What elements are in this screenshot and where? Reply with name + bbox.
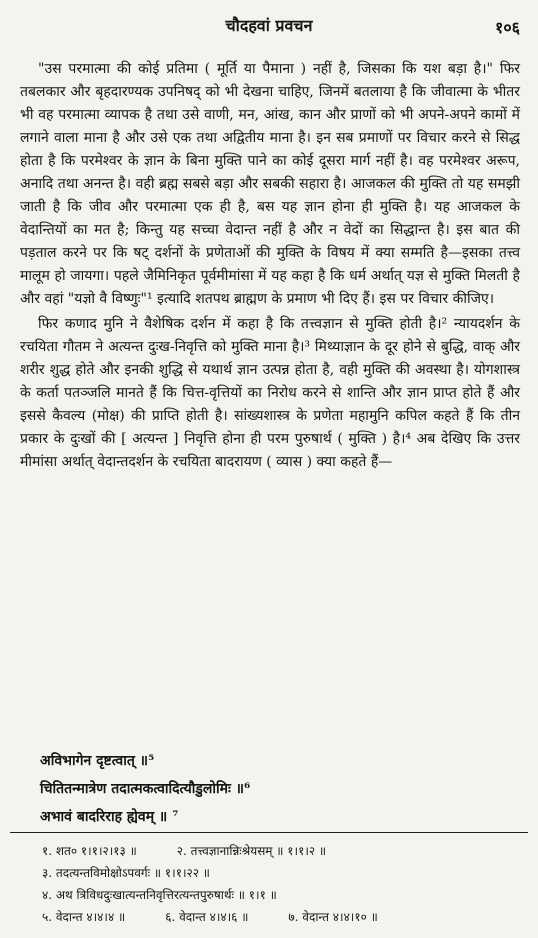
- footnote-7: ७. वेदान्त ४।४।१० ॥: [288, 910, 378, 924]
- footnote-row: [42, 840, 512, 862]
- paragraph-1: "उस परमात्मा की कोई प्रतिमा ( मूर्ति या पैमाना ) नहीं है, जिसका कि यश बड़ा है।" फिर तबलकार और बृहदारण्यक उपनिषद् को भी देखना चाहिए, जिनमें बतलाया है कि जीवात्मा के भीतर भी वह परमात्मा व्यापक है तथा उसे वाणी, मन, आंख, कान और प्राणों को भी अपने-अपने कामों में लगाने वाला माना है और उसे एक तथा अद्वितीय माना है। इन सब प्रमाणों पर विचार करने से सिद्ध होता है कि परमेश्वर के ज्ञान के बिना मुक्ति पाने का कोई दूसरा मार्ग नहीं है। वह परमेश्वर अरूप, अनादि तथा अनन्त है। वही ब्रह्म सबसे बड़ा और सबकी सहारा है। आजकल की मुक्ति तो यह समझी जाती है कि जीव और परमात्मा एक ही है, बस यह ज्ञान होना ही मुक्ति है। यह आजकल के वेदान्तियों का मत है; किन्तु यह सच्चा वेदान्त नहीं है और न वेदों का सिद्धान्त है। इस बात की पड़ताल करने पर कि षट् दर्शनों के प्रणेताओं की मुक्ति के विषय में क्या सम्मति है—इसका तत्त्व मालूम हो जायगा। पहले जैमिनिकृत पूर्वमीमांसा में यह कहा है कि धर्म अर्थात् यज्ञ से मुक्ति मिलती है और वहां "यज्ञो वै विष्णुः"¹ इत्यादि शतपथ ब्राह्मण के प्रमाण भी दिए हैं। इस पर विचार कीजिए।: [20, 61, 520, 307]
- sutra-quotes: [40, 747, 510, 831]
- footnote-5: ५. वेदान्त ४।४।४ ॥: [42, 910, 126, 924]
- sutra-line-2: चितितन्मात्रेण तदात्मकत्वादित्यौडुलोमिः ॥⁶: [40, 781, 251, 797]
- footnote-4: ४. अथ त्रिविधदुःखात्यन्तनिवृत्तिरत्यन्तपुरुषार्थः ॥ १।१ ॥: [42, 888, 277, 902]
- footnote-3: ३. तदत्यन्तविमोक्षोऽपवर्गः ॥ १।१।२२ ॥: [42, 866, 210, 880]
- footnote-6: ६. वेदान्त ४।४।६ ॥: [165, 910, 249, 924]
- footnote-divider: [10, 832, 528, 833]
- footnote-row: [42, 884, 512, 906]
- page-number: १०६: [495, 18, 520, 37]
- footnote-row: [42, 862, 512, 884]
- footnote-2: २. तत्त्वज्ञानान्निःश्रेयसम् ॥ १।१।२ ॥: [176, 844, 327, 858]
- footnote-row: [42, 906, 512, 928]
- sutra-line-3: अभावं बादरिराह ह्येवम् ॥ ⁷: [40, 809, 179, 825]
- sutra-line-1: अविभागेन दृष्टत्वात् ॥⁵: [40, 753, 155, 769]
- footnotes: [42, 840, 512, 928]
- page-header: [0, 14, 538, 44]
- footnote-1: १. शत० १।१।२।१३ ॥: [42, 844, 137, 858]
- chapter-title: चौदहवां प्रवचन: [225, 16, 313, 35]
- paragraph-2: फिर कणाद मुनि ने वैशेषिक दर्शन में कहा है कि तत्त्वज्ञान से मुक्ति होती है।² न्यायदर्शन के रचयिता गौतम ने अत्यन्त दुःख-निवृत्ति को मुक्ति माना है।³ मिथ्याज्ञान के दूर होने से बुद्धि, वाक् और शरीर शुद्ध होते और इनकी शुद्धि से यथार्थ ज्ञान उत्पन्न होता है, वही मुक्ति की अवस्था है। योगशास्त्र के कर्ता पतञ्जलि मानते हैं कि चित्त-वृत्तियों का निरोध करने से शान्ति और ज्ञान प्राप्त होते हैं और इससे कैवल्य (मोक्ष) की प्राप्ति होती है। सांख्यशास्त्र के प्रणेता महामुनि कपिल कहते हैं कि तीन प्रकार के दुःखों की [ अत्यन्त ] निवृत्ति होना ही परम पुरुषार्थ ( मुक्ति ) है।⁴ अब देखिए कि उत्तर मीमांसा अर्थात् वेदान्तदर्शन के रचयिता बादरायण ( व्यास ) क्या कहते हैं—: [20, 316, 520, 470]
- body-text: [20, 58, 520, 474]
